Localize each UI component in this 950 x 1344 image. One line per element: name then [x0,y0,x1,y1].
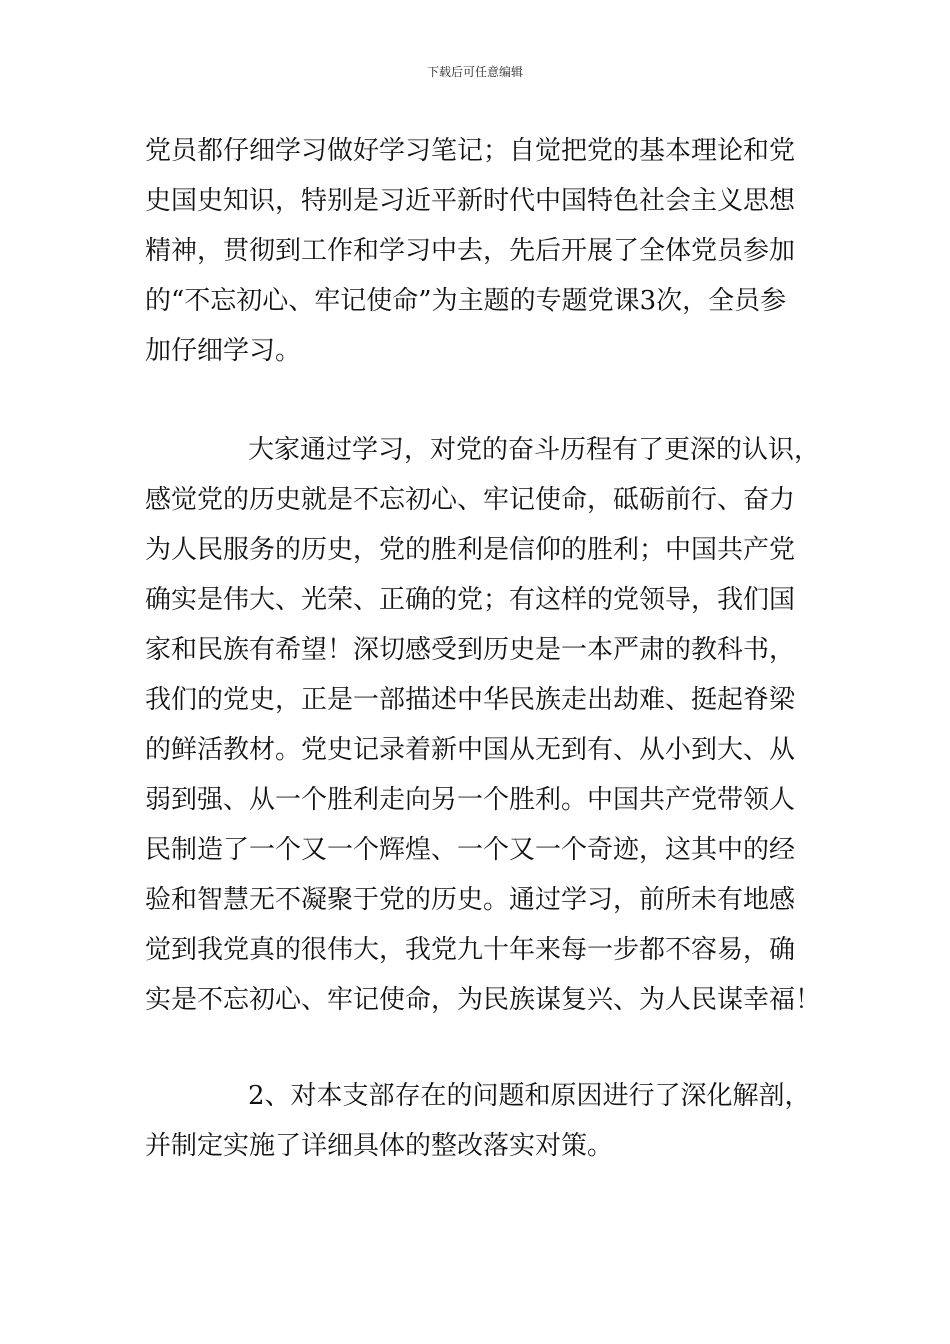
paragraph-line: 精神，贯彻到工作和学习中去，先后开展了全体党员参加 [145,236,796,266]
paragraph-line: 加仔细学习。 [145,336,302,366]
paragraph-3 [145,1071,825,1171]
paragraph-line: 确实是伟大、光荣、正确的党；有这样的党领导，我们国 [145,585,796,615]
paragraph-line: 的鲜活教材。党史记录着新中国从无到有、从小到大、从 [145,735,796,765]
paragraph-line: 实是不忘初心、牢记使命，为民族谋复兴、为人民谋幸福！ [145,985,822,1015]
paragraph-line: 大家通过学习，对党的奋斗历程有了更深的认识， [248,435,821,465]
paragraph-line: 民制造了一个又一个辉煌、一个又一个奇迹，这其中的经 [145,835,796,865]
paragraph-line: 家和民族有希望！深切感受到历史是一本严肃的教科书， [145,635,796,665]
paragraph-line: 觉到我党真的很伟大，我党九十年来每一步都不容易，确 [145,935,796,965]
paragraph-2 [145,425,825,1025]
paragraph-line: 2、对本支部存在的问题和原因进行了深化解剖， [248,1081,811,1111]
paragraph-line: 感觉党的历史就是不忘初心、牢记使命，砥砺前行、奋力 [145,485,796,515]
paragraph-line: 为人民服务的历史，党的胜利是信仰的胜利；中国共产党 [145,535,796,565]
paragraph-line: 弱到强、从一个胜利走向另一个胜利。中国共产党带领人 [145,785,796,815]
paragraph-line: 史国史知识，特别是习近平新时代中国特色社会主义思想 [145,186,796,216]
page-header: 下载后可任意编辑 [426,65,523,79]
paragraph-line: 党员都仔细学习做好学习笔记；自觉把党的基本理论和党 [145,136,796,166]
paragraph-line: 并制定实施了详细具体的整改落实对策。 [145,1131,614,1161]
paragraph-line: 验和智慧无不凝聚于党的历史。通过学习，前所未有地感 [145,885,796,915]
paragraph-line: 的“不忘初心、牢记使命”为主题的专题党课3次，全员参 [145,286,787,316]
paragraph-line: 我们的党史，正是一部描述中华民族走出劫难、挺起脊梁 [145,685,796,715]
paragraph-1 [145,126,825,376]
